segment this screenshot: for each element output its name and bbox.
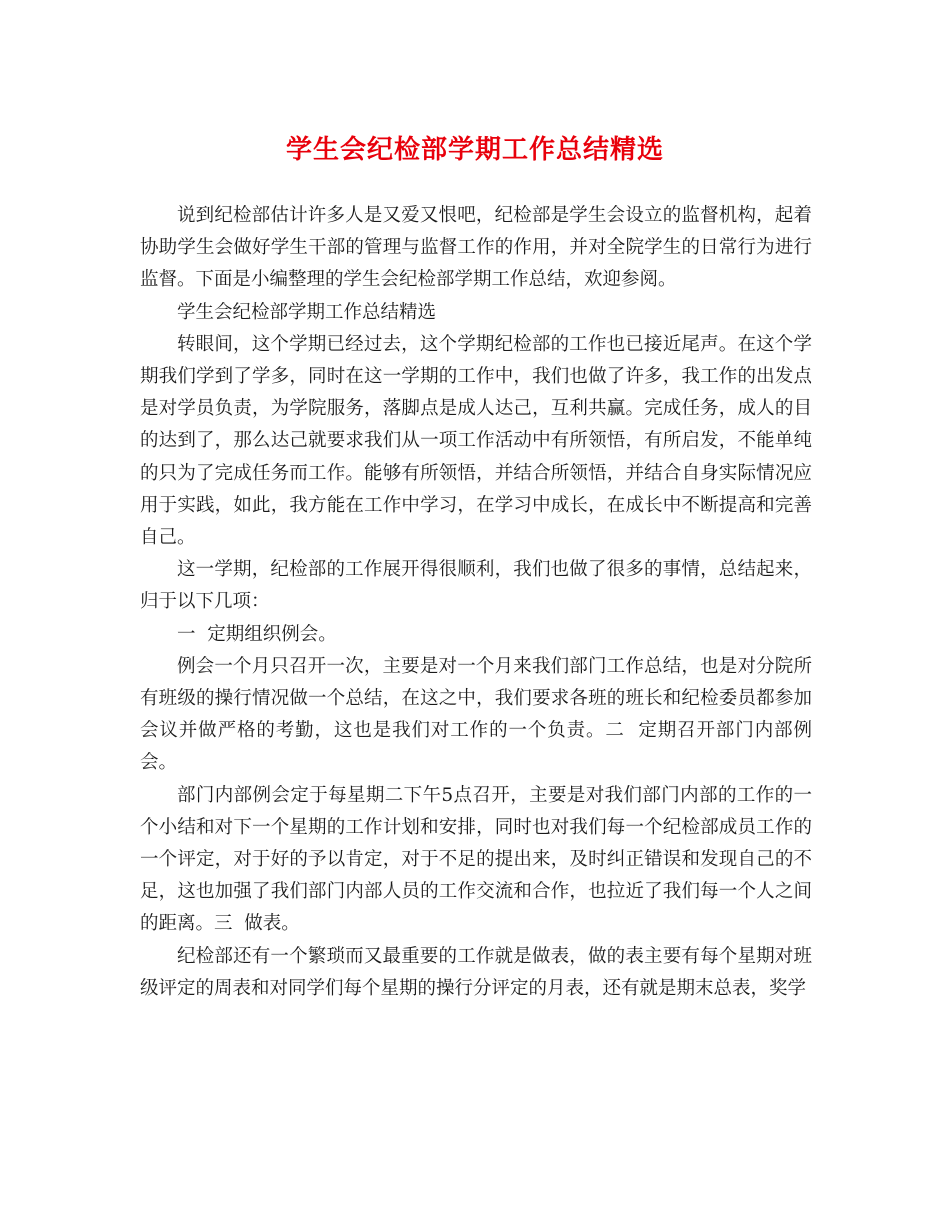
section-heading: 一 定期组织例会。	[177, 623, 337, 645]
document-body	[140, 200, 812, 1005]
paragraph: 学生会纪检部学期工作总结精选	[177, 301, 437, 323]
paragraph: 纪检部还有一个繁琐而又最重要的工作就是做表，做的表主要有每个星期对班级评定的周表和对同学们每个星期的操行分评定的月表，还有就是期末总表，奖学	[140, 945, 812, 999]
paragraph: 转眼间，这个学期已经过去，这个学期纪检部的工作也已接近尾声。在这个学期我们学到了学多，同时在这一学期的工作中，我们也做了许多，我工作的出发点是对学员负责，为学院服务，落脚点是成人达己，互利共赢。完成任务，成人的目的达到了，那么达己就要求我们从一项工作活动中有所领悟，有所启发，不能单纯的只为了完成任务而工作。能够有所领悟，并结合所领悟，并结合自身实际情况应用于实践，如此，我方能在工作中学习，在学习中成长，在成长中不断提高和完善自己。	[140, 333, 812, 549]
paragraph: 这一学期，纪检部的工作展开得很顺利，我们也做了很多的事情，总结起来，归于以下几项：	[140, 559, 812, 613]
paragraph: 说到纪检部估计许多人是又爱又恨吧，纪检部是学生会设立的监督机构，起着协助学生会做好学生干部的管理与监督工作的作用，并对全院学生的日常行为进行监督。下面是小编整理的学生会纪检部学期工作总结，欢迎参阅。	[140, 205, 812, 291]
document-title: 学生会纪检部学期工作总结精选	[285, 135, 664, 165]
paragraph: 部门内部例会定于每星期二下午5点召开，主要是对我们部门内部的工作的一个小结和对下一个星期的工作计划和安排，同时也对我们每一个纪检部成员工作的一个评定，对于好的予以肯定，对于不足的提出来，及时纠正错误和发现自己的不足，这也加强了我们部门内部人员的工作交流和合作，也拉近了我们每一个人之间的距离。三 做表。	[140, 784, 812, 935]
paragraph: 例会一个月只召开一次，主要是对一个月来我们部门工作总结，也是对分院所有班级的操行情况做一个总结，在这之中，我们要求各班的班长和纪检委员都参加会议并做严格的考勤，这也是我们对工作的一个负责。二 定期召开部门内部例会。	[140, 655, 812, 774]
